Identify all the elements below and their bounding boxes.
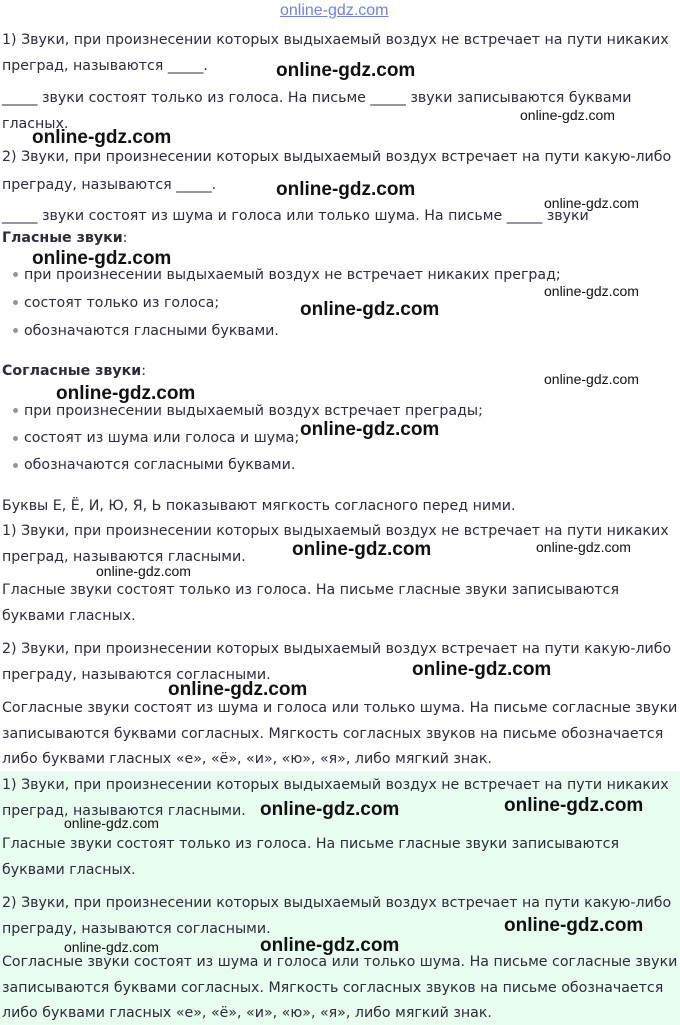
exercise-line-1: 1) Звуки, при произнесении которых выдыхаемый воздух не встречает на пути никаких bbox=[2, 32, 669, 48]
vowels-heading-colon: : bbox=[122, 230, 128, 246]
bullet-icon bbox=[13, 300, 18, 305]
watermark: online-gdz.com bbox=[292, 539, 432, 560]
exercise-line-2: преград, называются _____. bbox=[2, 58, 208, 74]
watermark: online-gdz.com bbox=[544, 283, 639, 299]
exercise-line-4: гласных. bbox=[2, 116, 69, 132]
soft-sign-note: Буквы Е, Ё, И, Ю, Я, Ь показывают мягкость согласного перед ними. bbox=[2, 498, 516, 514]
watermark: online-gdz.com bbox=[536, 539, 631, 555]
exercise-line-3: _____ звуки состоят только из голоса. На письме _____ звуки записываются буквами bbox=[2, 90, 632, 106]
bullet-icon bbox=[13, 408, 18, 413]
bullet-icon bbox=[13, 436, 18, 441]
consonants-heading bbox=[2, 362, 146, 380]
bullet-icon bbox=[13, 272, 18, 277]
watermark: online-gdz.com bbox=[56, 383, 196, 404]
answer-line-8: записываются буквами согласных. Мягкость согласных звуков на письме обозначается bbox=[2, 726, 664, 742]
answer-line-4: буквами гласных. bbox=[2, 608, 136, 624]
consonants-heading-colon: : bbox=[141, 363, 146, 379]
consonants-item-3: обозначаются согласными буквами. bbox=[24, 457, 296, 473]
vowels-item-1: при произнесении выдыхаемый воздух не встречает никаких преград; bbox=[24, 267, 561, 283]
watermark: online-gdz.com bbox=[64, 939, 159, 955]
highlighted-answer-line-7: Согласные звуки состоят из шума и голоса или только шума. На письме согласные звуки bbox=[2, 954, 678, 970]
watermark: online-gdz.com bbox=[276, 60, 416, 81]
vowels-item-2: состоят только из голоса; bbox=[24, 295, 220, 311]
vowels-heading-text: Гласные звуки bbox=[2, 230, 123, 246]
highlighted-answer-line-1: 1) Звуки, при произнесении которых выдыхаемый воздух не встречает на пути никаких bbox=[2, 777, 669, 793]
watermark: online-gdz.com bbox=[300, 419, 440, 440]
vowels-item-3: обозначаются гласными буквами. bbox=[24, 323, 279, 339]
highlighted-answer-line-3: Гласные звуки состоят только из голоса. На письме гласные звуки записываются bbox=[2, 836, 620, 852]
consonants-item-2: состоят из шума или голоса и шума; bbox=[24, 430, 300, 446]
bullet-icon bbox=[13, 463, 18, 468]
highlighted-answer-line-6: преграду, называются согласными. bbox=[2, 921, 271, 937]
highlighted-answer-line-5: 2) Звуки, при произнесении которых выдыхаемый воздух встречает на пути какую-либо bbox=[2, 895, 672, 911]
answer-line-3: Гласные звуки состоят только из голоса. На письме гласные звуки записываются bbox=[2, 582, 620, 598]
watermark: online-gdz.com bbox=[168, 679, 308, 700]
bullet-icon bbox=[13, 328, 18, 333]
watermark: online-gdz.com bbox=[32, 248, 172, 269]
watermark: online-gdz.com bbox=[520, 107, 615, 123]
highlighted-answer-line-8: записываются буквами согласных. Мягкость согласных звуков на письме обозначается bbox=[2, 980, 664, 996]
answer-line-1: 1) Звуки, при произнесении которых выдыхаемый воздух не встречает на пути никаких bbox=[2, 523, 669, 539]
watermark: online-gdz.com bbox=[300, 299, 440, 320]
highlighted-answer-line-2: преград, называются гласными. bbox=[2, 803, 246, 819]
watermark: online-gdz.com bbox=[504, 915, 644, 936]
answer-line-2: преград, называются гласными. bbox=[2, 549, 246, 565]
answer-line-6: преграду, называются согласными. bbox=[2, 667, 271, 683]
highlighted-answer-line-9: либо буквами гласных «е», «ё», «и», «ю», «я», либо мягкий знак. bbox=[2, 1005, 492, 1021]
watermark: online-gdz.com bbox=[64, 815, 159, 831]
watermark: online-gdz.com bbox=[544, 371, 639, 387]
watermark: online-gdz.com bbox=[260, 935, 400, 956]
watermark: online-gdz.com bbox=[260, 799, 400, 820]
exercise-line-6: преграду, называются _____. bbox=[2, 177, 217, 193]
watermark: online-gdz.com bbox=[276, 179, 416, 200]
exercise-line-5: 2) Звуки, при произнесении которых выдыхаемый воздух встречает на пути какую-либо bbox=[2, 149, 672, 165]
answer-line-7: Согласные звуки состоят из шума и голоса или только шума. На письме согласные звуки bbox=[2, 700, 678, 716]
watermark: online-gdz.com bbox=[96, 563, 191, 579]
consonants-item-1: при произнесении выдыхаемый воздух встречает преграды; bbox=[24, 403, 483, 419]
site-link-top[interactable]: online-gdz.com bbox=[280, 2, 389, 19]
vowels-heading bbox=[2, 229, 127, 247]
exercise-line-7: _____ звуки состоят из шума и голоса или только шума. На письме _____ звуки bbox=[2, 208, 589, 224]
consonants-heading-text: Согласные звуки bbox=[2, 363, 142, 379]
watermark: online-gdz.com bbox=[504, 795, 644, 816]
watermark: online-gdz.com bbox=[32, 127, 172, 148]
highlighted-answer-line-4: буквами гласных. bbox=[2, 862, 136, 878]
answer-line-9: либо буквами гласных «е», «ё», «и», «ю», «я», либо мягкий знак. bbox=[2, 751, 492, 767]
answer-line-5: 2) Звуки, при произнесении которых выдыхаемый воздух встречает на пути какую-либо bbox=[2, 641, 672, 657]
watermark: online-gdz.com bbox=[412, 659, 552, 680]
watermark: online-gdz.com bbox=[544, 195, 639, 211]
